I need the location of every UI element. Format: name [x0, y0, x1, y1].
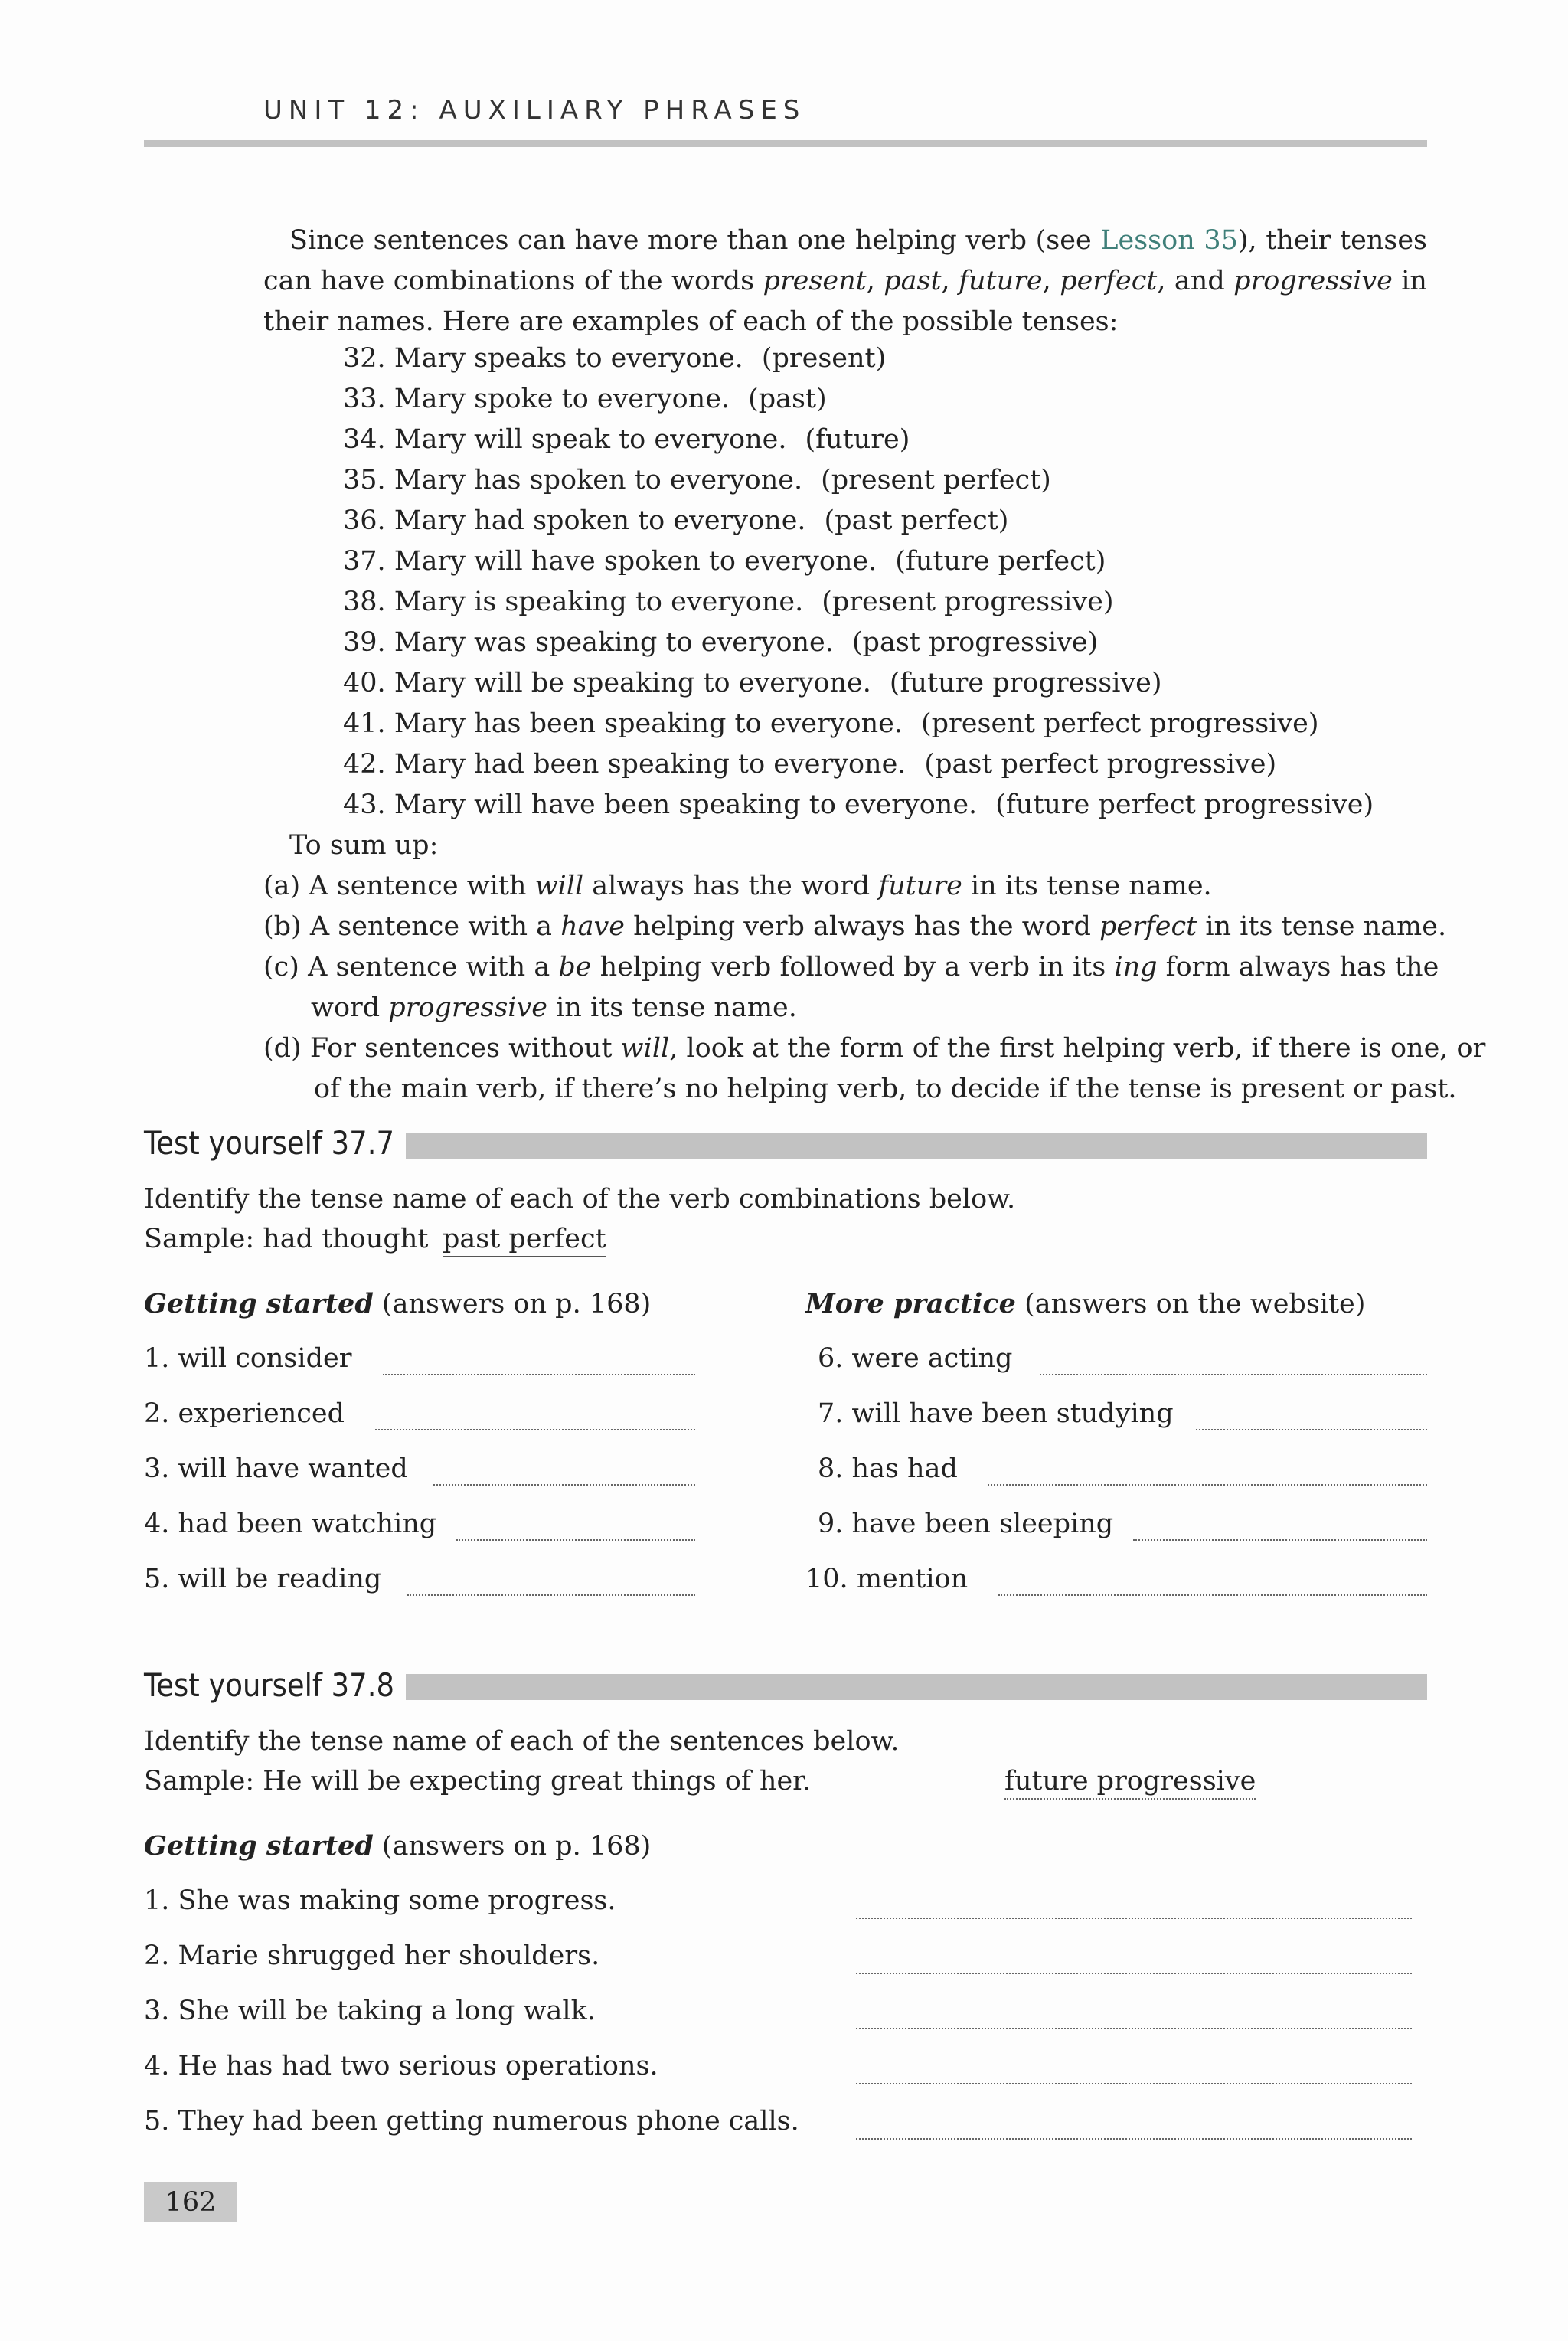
- sum-up-label: To sum up:: [289, 830, 439, 861]
- sum-up-b: (b) A sentence with a have helping verb always has the word perfect in its tense name.: [263, 911, 1447, 942]
- unit-header: UNIT 12: AUXILIARY PHRASES: [263, 95, 806, 126]
- test-37-7-item-8: 8. has had: [818, 1453, 958, 1484]
- page-number: 162: [165, 2187, 217, 2218]
- answer-blank-3[interactable]: [433, 1484, 695, 1486]
- answer-blank-8-1[interactable]: [856, 1918, 1412, 1919]
- example-40: 40. Mary will be speaking to everyone. (future progressive): [343, 668, 1162, 698]
- sum-up-a: (a) A sentence with will always has the word future in its tense name.: [263, 871, 1212, 901]
- sum-up-c-cont: word progressive in its tense name.: [311, 992, 797, 1023]
- answer-blank-7[interactable]: [1196, 1429, 1427, 1430]
- example-34: 34. Mary will speak to everyone. (future): [343, 424, 910, 455]
- test-37-7-item-6: 6. were acting: [818, 1343, 1013, 1374]
- answer-blank-8-5[interactable]: [856, 2138, 1412, 2140]
- answer-blank-8-2[interactable]: [856, 1973, 1412, 1974]
- sum-up-c: (c) A sentence with a be helping verb followed by a verb in its ing form always has the: [263, 952, 1439, 983]
- page-number-box: [144, 2182, 237, 2222]
- test-37-8-item-3: 3. She will be taking a long walk.: [144, 1996, 596, 2026]
- answer-blank-1[interactable]: [383, 1374, 695, 1375]
- example-35: 35. Mary has spoken to everyone. (present perfect): [343, 465, 1051, 495]
- test-37-7-heading: Test yourself 37.7: [144, 1124, 394, 1162]
- test-37-8-item-2: 2. Marie shrugged her shoulders.: [144, 1940, 600, 1971]
- answer-blank-2[interactable]: [375, 1429, 695, 1430]
- answer-blank-6[interactable]: [1040, 1374, 1427, 1375]
- answer-blank-8[interactable]: [988, 1484, 1427, 1486]
- test-37-8-instruction: Identify the tense name of each of the sentences below.: [144, 1726, 900, 1757]
- test-37-7-item-3: 3. will have wanted: [144, 1453, 408, 1484]
- test-37-8-bar: [406, 1674, 1427, 1700]
- test-37-8-heading: Test yourself 37.8: [144, 1666, 394, 1704]
- test-37-7-instruction: Identify the tense name of each of the verb combinations below.: [144, 1184, 1016, 1215]
- getting-started-heading: Getting started (answers on p. 168): [144, 1288, 652, 1319]
- sum-up-d-cont: of the main verb, if there’s no helping verb, to decide if the tense is present or past.: [314, 1074, 1457, 1104]
- example-41: 41. Mary has been speaking to everyone. (present perfect progressive): [343, 708, 1319, 739]
- example-37: 37. Mary will have spoken to everyone. (future perfect): [343, 546, 1106, 577]
- test-37-7-sample-answer: past perfect: [443, 1224, 606, 1257]
- header-rule: [144, 140, 1427, 147]
- example-43: 43. Mary will have been speaking to everyone. (future perfect progressive): [343, 790, 1374, 820]
- test-37-7-item-9: 9. have been sleeping: [818, 1509, 1114, 1539]
- test-37-8-sample-answer: future progressive: [1004, 1766, 1256, 1800]
- sum-up-d: (d) For sentences without will, look at the form of the first helping verb, if there is one, or: [263, 1033, 1486, 1064]
- example-38: 38. Mary is speaking to everyone. (present progressive): [343, 587, 1114, 617]
- answer-blank-8-4[interactable]: [856, 2083, 1412, 2084]
- lesson-35-link[interactable]: Lesson 35: [1100, 225, 1238, 256]
- intro-paragraph: Since sentences can have more than one helping verb (see Lesson 35), their tenses can have combinations of the words present, past, future, perfect, and progressive in their names. Here are examples of each of the possible tenses:: [263, 225, 1427, 337]
- example-32: 32. Mary speaks to everyone. (present): [343, 343, 887, 374]
- test-37-7-item-5: 5. will be reading: [144, 1564, 382, 1594]
- example-42: 42. Mary had been speaking to everyone. (past perfect progressive): [343, 749, 1277, 780]
- example-39: 39. Mary was speaking to everyone. (past progressive): [343, 627, 1099, 658]
- test-37-8-sample-label: Sample: He will be expecting great things of her.: [144, 1766, 812, 1797]
- answer-blank-8-3[interactable]: [856, 2028, 1412, 2029]
- test-37-7-item-10: 10. mention: [805, 1564, 969, 1594]
- test-37-7-sample-label: Sample: had thought: [144, 1224, 429, 1254]
- more-practice-heading: More practice (answers on the website): [805, 1288, 1366, 1319]
- answer-blank-10[interactable]: [998, 1594, 1427, 1596]
- test-37-7-item-4: 4. had been watching: [144, 1509, 437, 1539]
- test-37-7-item-1: 1. will consider: [144, 1343, 352, 1374]
- test-37-7-item-7: 7. will have been studying: [818, 1398, 1174, 1429]
- getting-started-heading-2: Getting started (answers on p. 168): [144, 1830, 652, 1862]
- test-37-8-item-5: 5. They had been getting numerous phone calls.: [144, 2106, 799, 2137]
- answer-blank-5[interactable]: [407, 1594, 695, 1596]
- answer-blank-4[interactable]: [456, 1539, 695, 1541]
- test-37-7-item-2: 2. experienced: [144, 1398, 345, 1429]
- test-37-7-bar: [406, 1133, 1427, 1159]
- test-37-8-item-1: 1. She was making some progress.: [144, 1885, 616, 1916]
- answer-blank-9[interactable]: [1133, 1539, 1427, 1541]
- test-37-8-item-4: 4. He has had two serious operations.: [144, 2051, 658, 2081]
- example-36: 36. Mary had spoken to everyone. (past perfect): [343, 505, 1009, 536]
- example-33: 33. Mary spoke to everyone. (past): [343, 384, 827, 414]
